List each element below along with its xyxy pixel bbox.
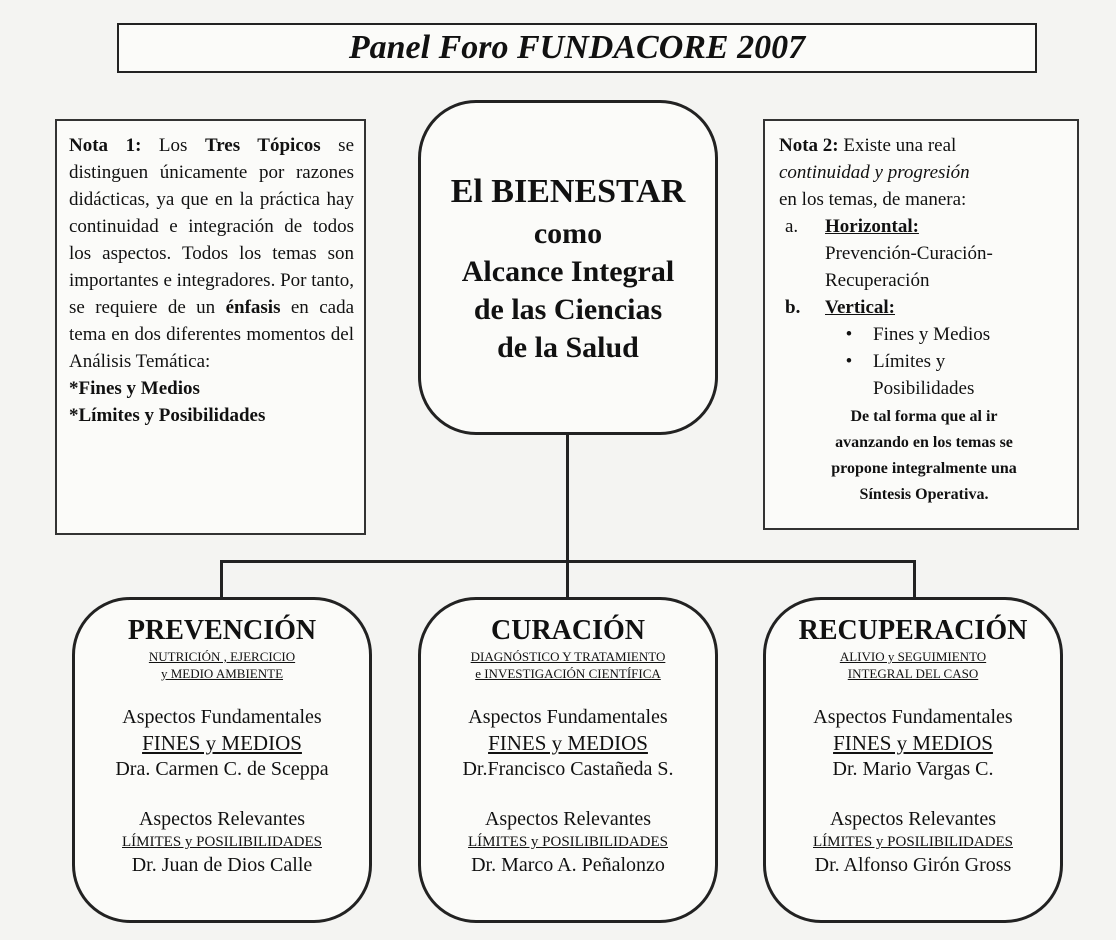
note-2-item-a-label: a. (785, 216, 799, 237)
note-2-item-b (779, 294, 1069, 321)
note-1-text-1: Los (141, 135, 205, 156)
note-2-item-a-title: Horizontal: (825, 216, 919, 237)
note-2-closing (779, 404, 1069, 508)
topic-theme-2: LÍMITES y POSILIBILIDADES (813, 834, 1013, 850)
note-2-item-a-line-2: Recuperación (825, 270, 930, 291)
topic-box-recuperacion (763, 597, 1063, 923)
note-2-item-b-title: Vertical: (825, 297, 895, 318)
note-2-bullet-2-cont: Posibilidades (873, 378, 975, 399)
note-1-text-1-bold: Tres Tópicos (204, 135, 321, 156)
note-2-closing-2: avanzando en los temas se (835, 434, 1013, 451)
topic-subtitle-1: NUTRICIÓN , EJERCICIO (148, 649, 296, 664)
note-1-box (55, 119, 366, 535)
note-2-bullet-2-text: Límites y (873, 351, 946, 372)
connector-left (220, 560, 223, 598)
central-theme-line-5: de la Salud (497, 330, 639, 364)
topic-subtitle-1: ALIVIO y SEGUIMIENTO (839, 649, 987, 664)
page-title: Panel Foro FUNDACORE 2007 (348, 29, 806, 66)
note-1-item-1: *Fines y Medios (69, 378, 200, 399)
topic-aspect-2: Aspectos Relevantes (484, 808, 652, 830)
note-2-closing-4: Síntesis Operativa. (859, 486, 989, 503)
topic-subtitle-2: e INVESTIGACIÓN CIENTÍFICA (475, 666, 661, 681)
topic-speaker-1: Dr.Francisco Castañeda S. (462, 758, 674, 780)
note-2-closing-1: De tal forma que al ir (850, 408, 998, 425)
note-2-bullet-2 (779, 348, 1069, 375)
topic-theme-2: LÍMITES y POSILIBILIDADES (468, 834, 668, 850)
topic-subtitle-1: DIAGNÓSTICO Y TRATAMIENTO (470, 649, 666, 664)
topic-speaker-2: Dr. Alfonso Girón Gross (814, 854, 1012, 876)
topic-title: RECUPERACIÓN (798, 615, 1028, 646)
topic-box-curacion (418, 597, 718, 923)
topic-box-prevencion (72, 597, 372, 923)
note-2-bullet-1 (779, 321, 1069, 348)
bullet-icon: • (845, 351, 853, 372)
connector-right (913, 560, 916, 598)
central-theme-line-4: de las Ciencias (473, 292, 663, 326)
topic-aspect-1: Aspectos Fundamentales (468, 706, 668, 728)
note-1-label: Nota 1: (69, 135, 142, 156)
note-2-item-a-line-1: Prevención-Curación- (825, 243, 993, 264)
central-theme-line-3: Alcance Integral (461, 254, 675, 288)
topic-aspect-1: Aspectos Fundamentales (122, 706, 322, 728)
topic-theme-2: LÍMITES y POSILIBILIDADES (122, 834, 322, 850)
note-2-item-a (779, 213, 1069, 240)
central-theme-box (418, 100, 718, 435)
note-2-intro-1 (779, 132, 1069, 159)
note-1-body (69, 132, 354, 375)
topic-theme-1: FINES y MEDIOS (833, 731, 993, 755)
page-title-box (117, 23, 1037, 73)
note-2-label: Nota 2: (779, 135, 839, 156)
note-1-text-2: se distinguen únicamente por razones didácticas, ya que en la práctica hay continuidad e integración de todos los aspectos. Todos los temas son importantes e integradores. Por tanto, se requiere de un (69, 135, 355, 318)
topic-subtitle-2: y MEDIO AMBIENTE (160, 666, 284, 681)
note-2-intro-3: en los temas, de manera: (779, 189, 967, 210)
note-1-text-2-bold: énfasis (225, 297, 281, 318)
connector-middle (566, 560, 569, 598)
topic-subtitle-2: INTEGRAL DEL CASO (847, 666, 979, 681)
central-theme-line-2: como (533, 216, 603, 250)
topic-title: CURACIÓN (491, 615, 645, 646)
note-2-item-b-label: b. (785, 297, 801, 318)
connector-stem (566, 435, 569, 562)
note-2-bullet-1-text: Fines y Medios (873, 324, 991, 345)
topic-speaker-1: Dra. Carmen C. de Sceppa (115, 758, 329, 780)
bullet-icon: • (845, 324, 853, 345)
topic-speaker-1: Dr. Mario Vargas C. (832, 758, 994, 780)
topic-aspect-2: Aspectos Relevantes (829, 808, 997, 830)
topic-theme-1: FINES y MEDIOS (142, 731, 302, 755)
note-2-closing-3: propone integralmente una (831, 460, 1017, 477)
topic-speaker-2: Dr. Marco A. Peñalonzo (471, 854, 665, 876)
topic-theme-1: FINES y MEDIOS (488, 731, 648, 755)
topic-aspect-2: Aspectos Relevantes (138, 808, 306, 830)
note-1-item-2: *Límites y Posibilidades (69, 405, 266, 426)
note-2-box (763, 119, 1079, 530)
topic-title: PREVENCIÓN (127, 615, 317, 646)
note-2-intro-2: continuidad y progresión (779, 162, 970, 183)
topic-speaker-2: Dr. Juan de Dios Calle (131, 854, 313, 876)
note-1-text-3: en cada tema en dos diferentes momentos del Análisis Temática: (69, 297, 355, 372)
central-theme-line-1: El BIENESTAR (450, 172, 686, 210)
note-2-text-1: Existe una real (838, 135, 957, 156)
topic-aspect-1: Aspectos Fundamentales (813, 706, 1013, 728)
